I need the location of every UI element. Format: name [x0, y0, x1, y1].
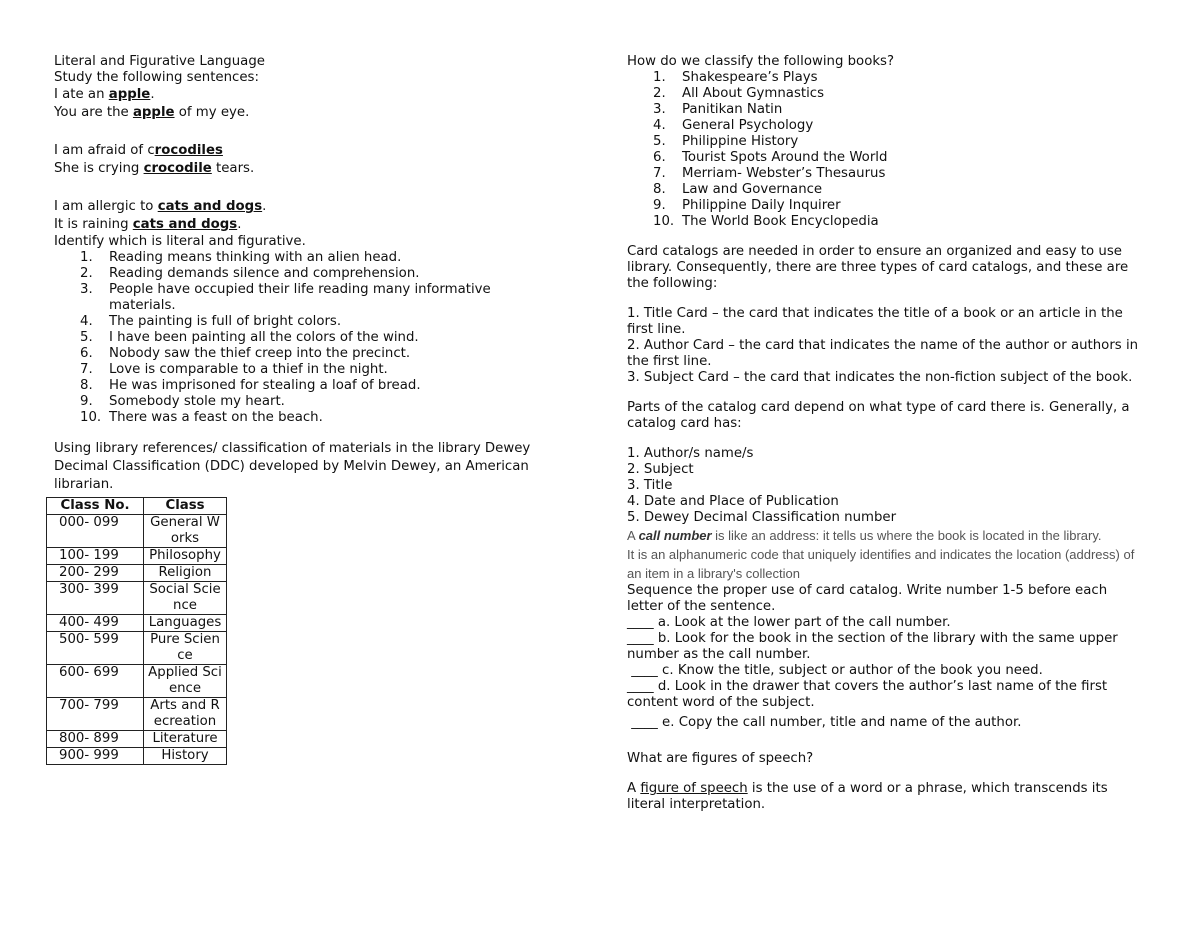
class-name-cell: History	[144, 748, 227, 765]
list-item: 5. I have been painting all the colors of the wind.	[80, 330, 419, 345]
call-number-note: A call number is like an address: it tells us where the book is located in the library.	[627, 528, 1102, 543]
class-name-cell: General Works	[144, 515, 227, 548]
card-type: 3. Subject Card – the card that indicates the non-fiction subject of the book.	[627, 370, 1133, 385]
sentence: She is crying crocodile tears.	[54, 161, 255, 176]
list-item: 7. Merriam- Webster’s Thesaurus	[653, 166, 886, 181]
list-item: 9. Philippine Daily Inquirer	[653, 198, 841, 213]
table-row	[47, 665, 227, 698]
ddc-table	[46, 497, 227, 765]
card-type: 2. Author Card – the card that indicates the name of the author or authors in the first line.	[627, 338, 1139, 369]
left-column	[54, 54, 544, 765]
figures-question: What are figures of speech?	[627, 751, 814, 766]
class-name-cell: Religion	[144, 565, 227, 582]
sequence-step: ____ c. Know the title, subject or author of the book you need.	[627, 663, 1043, 678]
alphanumeric-note: It is an alphanumeric code that uniquely identifies and indicates the location (address) of an item in a library's collection	[627, 547, 1135, 581]
classify-question: How do we classify the following books?	[627, 54, 895, 69]
class-number-cell: 700- 799	[47, 698, 144, 731]
sentence: It is raining cats and dogs.	[54, 217, 242, 232]
identify-instruction: Identify which is literal and figurative.	[54, 234, 306, 249]
list-item: 1. Reading means thinking with an alien head.	[80, 250, 402, 265]
class-number-cell: 800- 899	[47, 731, 144, 748]
section-title: Literal and Figurative Language	[54, 54, 265, 69]
class-number-cell: 500- 599	[47, 632, 144, 665]
table-row	[47, 565, 227, 582]
list-item: 10. The World Book Encyclopedia	[653, 214, 879, 229]
list-item: 2. Reading demands silence and comprehension.	[80, 266, 420, 281]
library-intro: Using library references/ classification of materials in the library Dewey Decimal Classification (DDC) developed by Melvin Dewey, an American librarian.	[54, 441, 531, 492]
part-item: 2. Subject	[627, 462, 694, 477]
class-number-cell: 100- 199	[47, 548, 144, 565]
right-column	[627, 54, 1147, 813]
sentence: I am allergic to cats and dogs.	[54, 199, 267, 214]
sentence: I ate an apple.	[54, 87, 155, 102]
list-item: 3. People have occupied their life reading many informative materials.	[80, 282, 491, 313]
card-type: 1. Title Card – the card that indicates the title of a book or an article in the first line.	[627, 306, 1123, 337]
list-item: 2. All About Gymnastics	[653, 86, 825, 101]
list-item: 6. Nobody saw the thief creep into the precinct.	[80, 346, 411, 361]
table-row	[47, 615, 227, 632]
table-row	[47, 632, 227, 665]
table-row	[47, 698, 227, 731]
list-item: 1. Shakespeare’s Plays	[653, 70, 818, 85]
list-item: 3. Panitikan Natin	[653, 102, 783, 117]
identify-list	[54, 250, 544, 426]
list-item: 8. Law and Governance	[653, 182, 823, 197]
parts-intro: Parts of the catalog card depend on what type of card there is. Generally, a catalog card has:	[627, 400, 1130, 431]
class-number-cell: 200- 299	[47, 565, 144, 582]
sentence: You are the apple of my eye.	[54, 105, 250, 120]
class-number-cell: 900- 999	[47, 748, 144, 765]
list-item: 4. General Psychology	[653, 118, 814, 133]
part-item: 1. Author/s name/s	[627, 446, 754, 461]
class-number-cell: 400- 499	[47, 615, 144, 632]
class-number-cell: 600- 699	[47, 665, 144, 698]
list-item: 4. The painting is full of bright colors.	[80, 314, 342, 329]
figure-of-speech-term: figure of speech	[640, 781, 748, 796]
catalog-intro: Card catalogs are needed in order to ensure an organized and easy to use library. Consequently, there are three types of card catalogs, and these are the following:	[627, 244, 1129, 291]
list-item: 5. Philippine History	[653, 134, 799, 149]
class-name-cell: Social Science	[144, 582, 227, 615]
list-item: 8. He was imprisoned for stealing a loaf of bread.	[80, 378, 421, 393]
class-number-cell: 300- 399	[47, 582, 144, 615]
sequence-step: ____ e. Copy the call number, title and name of the author.	[627, 715, 1022, 730]
sequence-step: ____ b. Look for the book in the section of the library with the same upper number as the call number.	[627, 631, 1118, 662]
list-item: 6. Tourist Spots Around the World	[653, 150, 888, 165]
books-list	[627, 70, 1147, 230]
class-name-cell: Pure Science	[144, 632, 227, 665]
table-row	[47, 748, 227, 765]
class-name-cell: Literature	[144, 731, 227, 748]
table-row	[47, 731, 227, 748]
figure-definition: A figure of speech is the use of a word or a phrase, which transcends its literal interpretation.	[627, 781, 1108, 812]
intro-text: Study the following sentences:	[54, 70, 259, 85]
part-item: 4. Date and Place of Publication	[627, 494, 839, 509]
part-item: 3. Title	[627, 478, 673, 493]
table-header-class-no: Class No.	[47, 498, 144, 515]
table-row	[47, 582, 227, 615]
table-header-class: Class	[144, 498, 227, 515]
class-name-cell: Applied Science	[144, 665, 227, 698]
list-item: 7. Love is comparable to a thief in the night.	[80, 362, 388, 377]
sequence-intro: Sequence the proper use of card catalog. Write number 1-5 before each letter of the sentence.	[627, 583, 1108, 614]
table-row	[47, 548, 227, 565]
list-item: 10. There was a feast on the beach.	[80, 410, 323, 425]
class-name-cell: Languages	[144, 615, 227, 632]
list-item: 9. Somebody stole my heart.	[80, 394, 285, 409]
class-name-cell: Arts and Recreation	[144, 698, 227, 731]
part-item: 5. Dewey Decimal Classification number	[627, 510, 897, 525]
sequence-step: ____ d. Look in the drawer that covers the author’s last name of the first content word of the subject.	[627, 679, 1108, 710]
table-row	[47, 515, 227, 548]
class-name-cell: Philosophy	[144, 548, 227, 565]
class-number-cell: 000- 099	[47, 515, 144, 548]
sentence: I am afraid of crocodiles	[54, 143, 223, 158]
sequence-step: ____ a. Look at the lower part of the call number.	[627, 615, 951, 630]
